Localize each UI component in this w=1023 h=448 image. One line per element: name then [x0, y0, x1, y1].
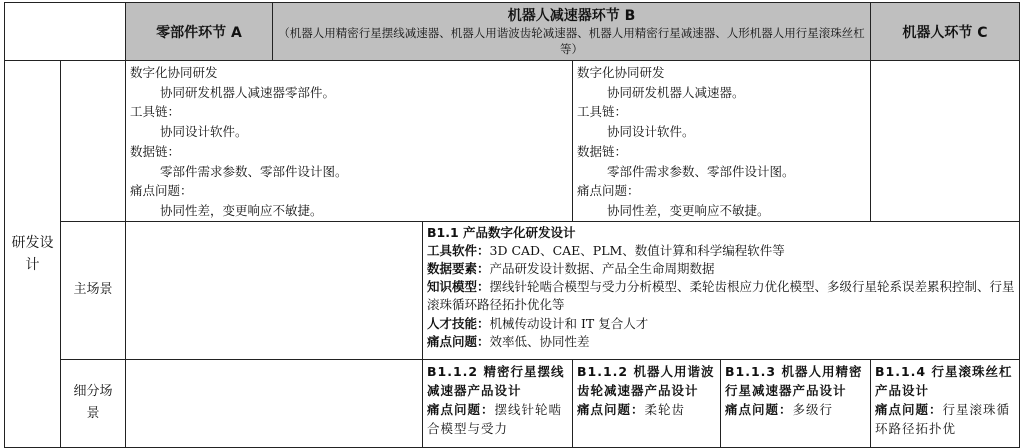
- context-empty-cell: [871, 61, 1020, 222]
- sub-scene-title: B1.1.2 精密行星摆线减速器产品设计: [427, 363, 565, 398]
- sub-scene-pain-label: 痛点问题：: [875, 401, 943, 417]
- main-scene-model-value: 摆线针轮啮合模型与受力分析模型、柔轮齿根应力优化模型、多级行星轮系误差累积控制、行星滚珠循环路径拓扑优化等: [427, 279, 1015, 313]
- sub-scene-pain-value: 多级行: [792, 401, 834, 417]
- sub-scene-title: B1.1.4 行星滚珠丝杠产品设计: [875, 363, 1013, 398]
- main-scene-data-label: 数据要素：: [427, 261, 490, 277]
- main-scene-tools-label: 工具软件：: [427, 242, 490, 258]
- sub-scene-title: B1.1.3 机器人用精密行星减速器产品设计: [725, 363, 863, 398]
- main-scene-title: B1.1 产品数字化研发设计: [427, 224, 576, 240]
- main-scene-tools: [427, 242, 1015, 260]
- sub-scene-pain-value: 柔轮齿: [644, 401, 686, 417]
- context-c-line-6: 零部件需求参数、零部件设计图。: [607, 163, 795, 179]
- sub-scene-pain: [427, 400, 568, 438]
- header-col-b-title: 机器人减速器环节 B: [507, 7, 636, 24]
- sub-scene-pain: [725, 400, 866, 419]
- context-c-line-8: 协同性差，变更响应不敏捷。: [607, 202, 770, 218]
- scenario-table: [4, 2, 1020, 448]
- main-scene-pain-value: 效率低、协同性差: [489, 333, 590, 349]
- sub-scene-pain: [577, 400, 716, 419]
- context-c-line-2: 协同研发机器人减速器。: [607, 84, 745, 100]
- header-row: [5, 3, 1020, 61]
- sub-scene-row: [5, 359, 1020, 447]
- context-c-line-4: 协同设计软件。: [607, 124, 695, 140]
- context-c-line-5: 数据链：: [577, 143, 628, 159]
- document-page: [4, 2, 1019, 440]
- main-scene-label: 主场景: [61, 221, 126, 359]
- sub-scene-label-text: 细分场景: [73, 384, 113, 422]
- sub-scene-cell: [721, 359, 871, 447]
- main-scene-data-value: 产品研发设计数据、产品全生命周期数据: [489, 261, 715, 277]
- sub-scene-label: [61, 359, 126, 447]
- context-a-line-4: 协同设计软件。: [160, 124, 248, 140]
- header-corner-cell: [5, 3, 126, 61]
- main-scene-talent-value: 机械传动设计和 IT 复合人才: [489, 315, 649, 331]
- context-c-line-3: 工具链：: [577, 104, 628, 120]
- context-a-line-5: 数据链：: [130, 143, 181, 159]
- context-a-line-3: 工具链：: [130, 104, 181, 120]
- main-scene-empty-left: [126, 221, 423, 359]
- main-scene-tools-value: 3D CAD、CAE、PLM、数值计算和科学编程软件等: [489, 242, 785, 258]
- header-col-c: 机器人环节 C: [871, 3, 1020, 61]
- main-scene-talent: [427, 315, 1015, 333]
- context-a-line-6: 零部件需求参数、零部件设计图。: [160, 163, 348, 179]
- sub-scene-pain-label: 痛点问题：: [725, 401, 793, 417]
- sub-scene-pain-value: 摆线针轮啮合模型与受力: [427, 401, 563, 436]
- context-c-line-1: 数字化协同研发: [577, 65, 665, 80]
- sub-scene-pain-label: 痛点问题：: [427, 401, 495, 417]
- main-scene-pain-label: 痛点问题：: [427, 333, 490, 349]
- context-row: [5, 61, 1020, 222]
- sub-scene-pain-value: 行星滚珠循环路径拓扑优: [875, 401, 1011, 436]
- header-col-b-subtitle: （机器人用精密行星摆线减速器、机器人用谐波齿轮减速器、机器人用精密行星减速器、人形机器人用行星滚珠丝杠等）: [278, 25, 865, 56]
- sub-scene-empty-left: [126, 359, 423, 447]
- context-a-line-8: 协同性差，变更响应不敏捷。: [160, 202, 323, 218]
- main-scene-model-label: 知识模型：: [427, 279, 490, 295]
- sub-scene-cell: [423, 359, 573, 447]
- context-a-line-2: 协同研发机器人减速器零部件。: [160, 84, 336, 100]
- context-row-label: [61, 61, 126, 222]
- header-col-b: [273, 3, 871, 61]
- main-scene-pain: [427, 333, 1015, 351]
- context-a-cell: [126, 61, 573, 222]
- sub-scene-cell: [871, 359, 1020, 447]
- main-scene-data: [427, 260, 1015, 278]
- sub-scene-cell: [573, 359, 721, 447]
- main-scene-model: [427, 278, 1015, 314]
- main-scene-row: [5, 221, 1020, 359]
- context-c-cell: [573, 61, 871, 222]
- context-a-line-1: 数字化协同研发: [130, 65, 218, 80]
- sub-scene-title: B1.1.2 机器人用谐波齿轮减速器产品设计: [577, 363, 715, 398]
- stage-cell: 研发设计: [5, 61, 61, 448]
- main-scene-talent-label: 人才技能：: [427, 315, 490, 331]
- sub-scene-pain: [875, 400, 1015, 438]
- header-col-a: 零部件环节 A: [126, 3, 273, 61]
- main-scene-cell: [423, 221, 1020, 359]
- context-c-line-7: 痛点问题：: [577, 183, 640, 199]
- sub-scene-pain-label: 痛点问题：: [577, 401, 645, 417]
- context-a-line-7: 痛点问题：: [130, 183, 193, 199]
